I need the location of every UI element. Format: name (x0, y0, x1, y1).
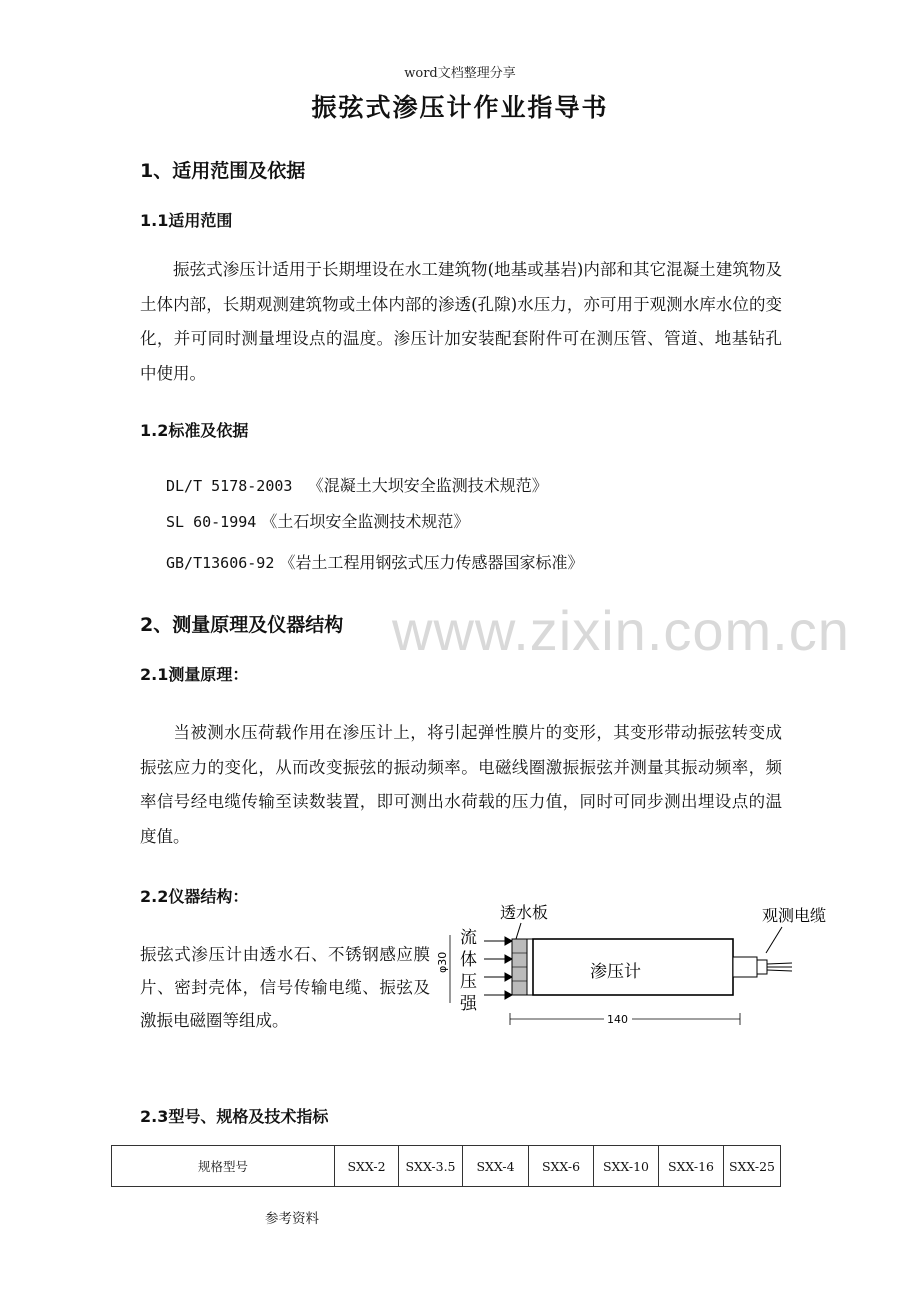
fluid-char: 压 (460, 972, 477, 992)
scope-paragraph (140, 253, 782, 391)
table-row (112, 1146, 781, 1187)
diameter-label: φ30 (436, 951, 449, 973)
section-1-1-heading: 1.1适用范围 (140, 211, 233, 230)
cable-sleeve (757, 960, 767, 974)
pressure-arrows (484, 937, 512, 999)
table-cell: SXX-25 (724, 1146, 781, 1187)
stone-label: 透水板 (500, 903, 549, 922)
standard-name: 《混凝土大坝安全监测技术规范》 (307, 476, 548, 495)
fluid-char: 强 (460, 994, 477, 1014)
fluid-char: 流 (460, 928, 477, 948)
footer-note: 参考资料 (265, 1211, 319, 1227)
section-2-3-heading: 2.3型号、规格及技术指标 (140, 1107, 329, 1126)
spec-table (111, 1145, 781, 1187)
table-cell: SXX-4 (463, 1146, 529, 1187)
section-1-heading: 1、适用范围及依据 (140, 160, 306, 182)
header-note: word文档整理分享 (404, 66, 516, 81)
cable-wires (767, 963, 792, 971)
section-2-1-heading: 2.1测量原理： (140, 665, 249, 684)
cable-label: 观测电缆 (762, 906, 827, 925)
scope-text: 振弦式渗压计适用于长期埋设在水工建筑物(地基或基岩)内部和其它混凝土建筑物及土体内部，长期观测建筑物或土体内部的渗透(孔隙)水压力，亦可用于观测水库水位的变化，并可同时测量埋设点的温度。渗压计加安装配套附件可在测压管、管道、地基钻孔中使用。 (140, 260, 782, 383)
structure-paragraph (140, 938, 430, 1037)
standard-code: SL 60-1994 (166, 513, 257, 531)
diaphragm (527, 939, 533, 995)
structure-text: 振弦式渗压计由透水石、不锈钢感应膜片、密封壳体，信号传输电缆、振弦及激振电磁圈等组成。 (140, 945, 430, 1030)
table-header-cell: 规格型号 (112, 1146, 335, 1187)
standard-name: 《岩土工程用钢弦式压力传感器国家标准》 (279, 553, 584, 572)
standard-name: 《土石坝安全监测技术规范》 (261, 512, 470, 531)
principle-text: 当被测水压荷载作用在渗压计上，将引起弹性膜片的变形，其变形带动振弦转变成振弦应力的变化，从而改变振弦的振动频率。电磁线圈激振振弦并测量其振动频率，频率信号经电缆传输至读数装置，即可测出水荷载的压力值，同时可同步测出埋设点的温度值。 (140, 723, 782, 846)
table-cell: SXX-10 (594, 1146, 659, 1187)
table-cell: SXX-16 (659, 1146, 724, 1187)
document-title: 振弦式渗压计作业指导书 (311, 93, 609, 122)
body-label: 渗压计 (590, 962, 641, 982)
standard-code: GB/T13606-92 (166, 554, 275, 572)
standard-item (166, 509, 469, 532)
length-label: 140 (607, 1013, 628, 1026)
cable-gland (733, 957, 757, 977)
cable-leader-line (766, 927, 782, 953)
table-cell: SXX-6 (529, 1146, 594, 1187)
section-2-heading: 2、测量原理及仪器结构 (140, 614, 344, 636)
stone-leader-line (516, 923, 521, 939)
section-1-2-heading: 1.2标准及依据 (140, 421, 249, 440)
watermark: www.zixin.com.cn (392, 599, 850, 662)
standard-item (166, 473, 548, 496)
section-2-2-heading: 2.2仪器结构： (140, 887, 249, 906)
principle-paragraph (140, 716, 782, 854)
table-cell: SXX-2 (335, 1146, 399, 1187)
standard-item (166, 550, 583, 573)
fluid-char: 体 (460, 950, 477, 970)
standard-code: DL/T 5178-2003 (166, 477, 293, 495)
piezometer-diagram (436, 895, 840, 1035)
table-cell: SXX-3.5 (399, 1146, 463, 1187)
